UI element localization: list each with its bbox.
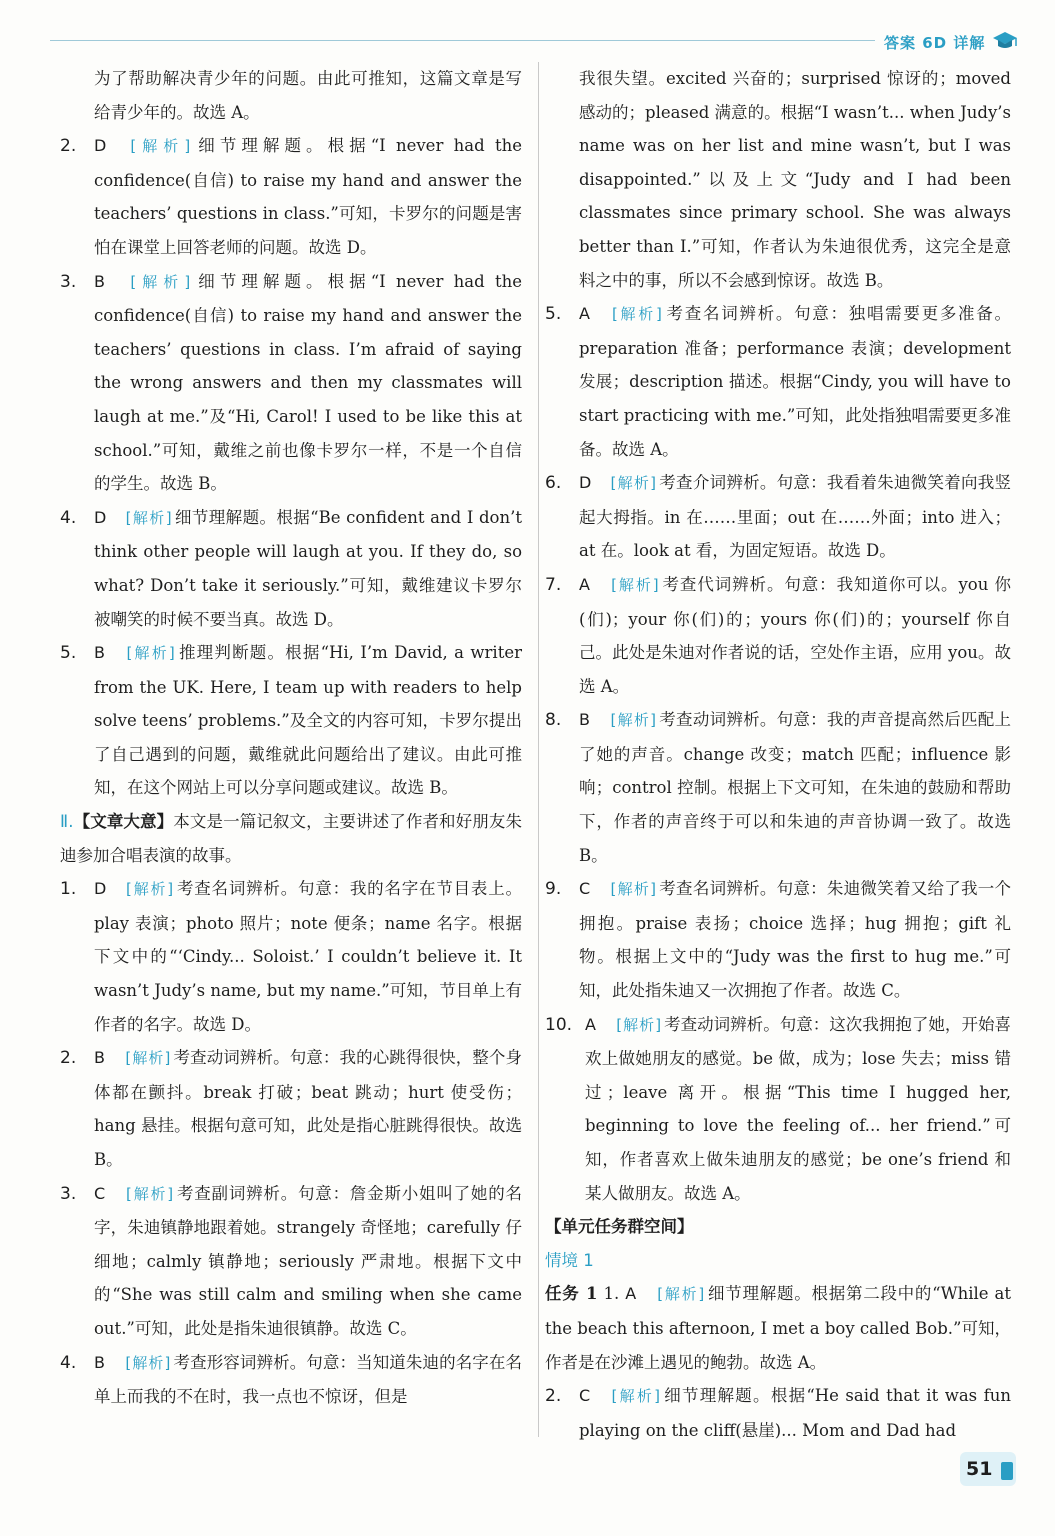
analysis-tag: [ 解析 ] [616, 1016, 662, 1034]
section-title: 【文章大意】 [73, 812, 174, 832]
item-text: 细节理解题。根据“He said that it was fun playing on the cliff(悬崖)... Mom and Dad had [579, 1386, 1011, 1440]
item-text: 考查名词辨析。句意：朱迪微笑着又给了我一个拥抱。praise 表扬；choice 选择；hug 拥抱；gift 礼物。根据上文中的“Judy was the first to hug me.”可知，此处指朱迪又一次拥抱了作者。故选 C。 [579, 879, 1012, 1001]
analysis-tag: [ 解析 ] [611, 880, 658, 898]
analysis-tag: [ 解析 ] [130, 137, 191, 155]
item-number: 5. [545, 304, 562, 325]
answer-item [545, 568, 1011, 703]
left-part1 [60, 129, 522, 805]
item-number: 2. [60, 1048, 77, 1069]
item-text: 考查介词辨析。句意：我看着朱迪微笑着向我竖起大拇指。in 在……里面；out 在……外面；into 进入；at 在。look at 看，为固定短语。故选 D。 [579, 473, 1012, 561]
answer-item [60, 1177, 522, 1346]
answer-item [545, 466, 1011, 568]
item-text: 考查代词辨析。句意：我知道你可以。you 你(们)；your 你(们)的；yours 你(们)的；yourself 你自己。此处是朱迪对作者说的话，空处作主语，应用 you。故选 A。 [579, 574, 1011, 696]
answer-item [545, 872, 1011, 1007]
scene-label: 情境 1 [545, 1250, 594, 1270]
unit-title: 【单元任务群空间】 [545, 1217, 694, 1237]
item-text: 推理判断题。根据“Hi, I’m David, a writer from the UK. Here, I team up with readers to help solve teens’ problems.”及全文的内容可知，卡罗尔提出了自己遇到的问题，戴维就此问题给出了建议。由此可推知，在这个网站上可以分享问题或建议。故选 B。 [94, 643, 522, 798]
item-answer: A [585, 1014, 596, 1034]
left-intro: 为了帮助解决青少年的问题。由此可推知，这篇文章是写给青少年的。故选 A。 [94, 69, 522, 122]
item-number: 1. [60, 879, 77, 900]
page-number: 51 [966, 1458, 993, 1480]
item-answer: C [579, 879, 591, 899]
item-answer: B [579, 710, 590, 730]
item-number: 8. [545, 710, 562, 731]
item-answer: D [94, 136, 107, 156]
analysis-tag: [ 解析 ] [125, 1049, 171, 1067]
analysis-tag: [ 解析 ] [612, 1387, 662, 1405]
right-continuation: 我很失望。excited 兴奋的；surprised 惊讶的；moved 感动的；pleased 满意的。根据“I wasn’t... when Judy’s name was on her list and mine wasn’t, but I was disappointed.”以及上文“Judy and I had been classmates since primary school. She was always better than I.”可知，作者认为朱迪很优秀，这完全是意料之中的事，所以不会感到惊讶。故选 B。 [579, 69, 1011, 290]
item-text: 考查动词辨析。句意：我的心跳得很快，整个身体都在颤抖。break 打破；beat 跳动；hurt 使受伤；hang 悬挂。根据句意可知，此处是指心脏跳得很快。故选 B。 [94, 1048, 523, 1169]
item-number: 3. [60, 271, 77, 292]
analysis-tag: [ 解析 ] [611, 576, 659, 594]
section-text: 本文是一篇记叙文，主要讲述了作者和好朋友朱迪参加合唱表演的故事。 [60, 812, 522, 865]
left-column [60, 62, 522, 1414]
page-tab-marker [1001, 1462, 1013, 1480]
item-number: 3. [60, 1183, 77, 1204]
task-label: 任务 1 [545, 1284, 598, 1304]
item-text: 考查形容词辨析。句意：当知道朱迪的名字在名单上而我的不在时，我一点也不惊讶，但是 [94, 1352, 523, 1407]
item-text: 考查名词辨析。句意：我的名字在节目表上。play 表演；photo 照片；note 便条；name 名字。根据下文中的“‘Cindy... Soloist.’ I couldn’t believe it. It wasn’t Judy’s name, but my name.”可知，节目单上有作者的名字。故选 D。 [94, 879, 523, 1034]
analysis-tag: [ 解析 ] [657, 1285, 705, 1303]
task-item [545, 1277, 1011, 1379]
analysis-tag: [ 解析 ] [126, 880, 174, 898]
item-text: 考查副词辨析。句意：詹金斯小姐叫了她的名字，朱迪镇静地跟着她。strangely 奇怪地；carefully 仔细地；calmly 镇静地；seriously 严肃地。根据下文中的“She was still calm and smiling when she came out.”可知，此处是指朱迪很镇静。故选 C。 [94, 1183, 523, 1338]
right-part2 [545, 297, 1011, 1210]
item-answer: A [579, 574, 590, 594]
graduation-cap-icon [992, 30, 1018, 52]
answer-item [60, 129, 522, 264]
answer-item [545, 1379, 1011, 1447]
item-text: 考查名词辨析。句意：独唱需要更多准备。preparation 准备；performance 表演；development 发展；description 描述。根据“Cindy, you will have to start practicing with me.”可知，此处指独唱需要更多准备。故选 A。 [579, 304, 1011, 459]
answer-item [545, 703, 1011, 872]
item-number: 4. [60, 1352, 77, 1373]
item-number: 10. [545, 1014, 573, 1035]
item-answer: B [94, 271, 105, 291]
item-number: 2. [60, 136, 77, 157]
answer-item [545, 1008, 1011, 1211]
analysis-tag: [ 解析 ] [130, 273, 191, 291]
item-text: 细节理解题。根据第二段中的“While at the beach this afternoon, I met a boy called Bob.”可知，作者是在沙滩上遇见的鲍勃。故选 A。 [545, 1284, 1011, 1372]
item-number: 2. [545, 1386, 562, 1407]
answer-item [60, 636, 522, 805]
answer-item [60, 265, 522, 501]
answer-item [60, 501, 522, 636]
analysis-tag: [ 解析 ] [611, 474, 658, 492]
item-answer: B [94, 643, 105, 663]
section-number: Ⅱ. [60, 812, 74, 832]
item-answer: B [94, 1352, 105, 1372]
item-answer: D [94, 879, 107, 899]
item-answer: D [579, 473, 592, 493]
item-answer: A [579, 304, 590, 324]
analysis-tag: [ 解析 ] [612, 305, 663, 323]
item-answer: C [94, 1183, 106, 1203]
left-part2 [60, 872, 522, 1414]
header-label: 答案 6D 详解 [884, 34, 986, 52]
item-answer: C [579, 1386, 591, 1406]
item-number: 4. [60, 507, 77, 528]
answer-item [60, 1041, 522, 1176]
item-answer: A [625, 1284, 637, 1304]
item-number: 9. [545, 879, 562, 900]
answer-item [545, 297, 1011, 466]
header-rule [50, 40, 875, 41]
answer-item [60, 1346, 522, 1414]
analysis-tag: [ 解析 ] [126, 509, 173, 527]
item-number: 7. [545, 574, 562, 595]
item-answer: B [94, 1048, 105, 1068]
item-text: 细节理解题。根据“I never had the confidence(自信) to raise my hand and answer the teachers’ questions in class.”可知，卡罗尔的问题是害怕在课堂上回答老师的问题。故选 D。 [94, 136, 522, 257]
answer-item [60, 872, 522, 1041]
item-text: 考查动词辨析。句意：我的声音提高然后匹配上了她的声音。change 改变；match 匹配；influence 影响；control 控制。根据上下文可知，在朱迪的鼓励和帮助下，作者的声音终于可以和朱迪的声音协调一致了。故选 B。 [579, 710, 1012, 865]
analysis-tag: [ 解析 ] [126, 644, 175, 662]
section2-summary [60, 805, 522, 872]
item-number: 6. [545, 473, 562, 494]
item-number: 5. [60, 643, 77, 664]
item-number: 1. [603, 1284, 620, 1304]
analysis-tag: [ 解析 ] [611, 711, 658, 729]
item-text: 细节理解题。根据“I never had the confidence(自信) to raise my hand and answer the teachers’ questions in class. I’m afraid of saying the wrong answers and then my classmates will laugh at me.”及“Hi, Carol! I used to be like this at school.”可知，戴维之前也像卡罗尔一样，不是一个自信的学生。故选 B。 [94, 271, 522, 494]
item-answer: D [94, 507, 107, 527]
analysis-tag: [ 解析 ] [126, 1185, 174, 1203]
analysis-tag: [ 解析 ] [125, 1354, 171, 1372]
item-text: 细节理解题。根据“Be confident and I don’t think other people will laugh at you. If they do, so what? Don’t take it seriously.”可知，戴维建议卡罗尔被嘲笑的时候不要当真。故选 D。 [94, 507, 522, 629]
column-divider [538, 62, 539, 1437]
item-text: 考查动词辨析。句意：这次我拥抱了她，开始喜欢上做她朋友的感觉。be 做，成为；lose 失去；miss 错过；leave 离开。根据“This time I hugged her, beginning to love the feeling of... her friend.”可知，作者喜欢上做朱迪朋友的感觉；be one’s friend 和某人做朋友。故选 A。 [585, 1014, 1011, 1203]
right-column [545, 62, 1011, 1447]
